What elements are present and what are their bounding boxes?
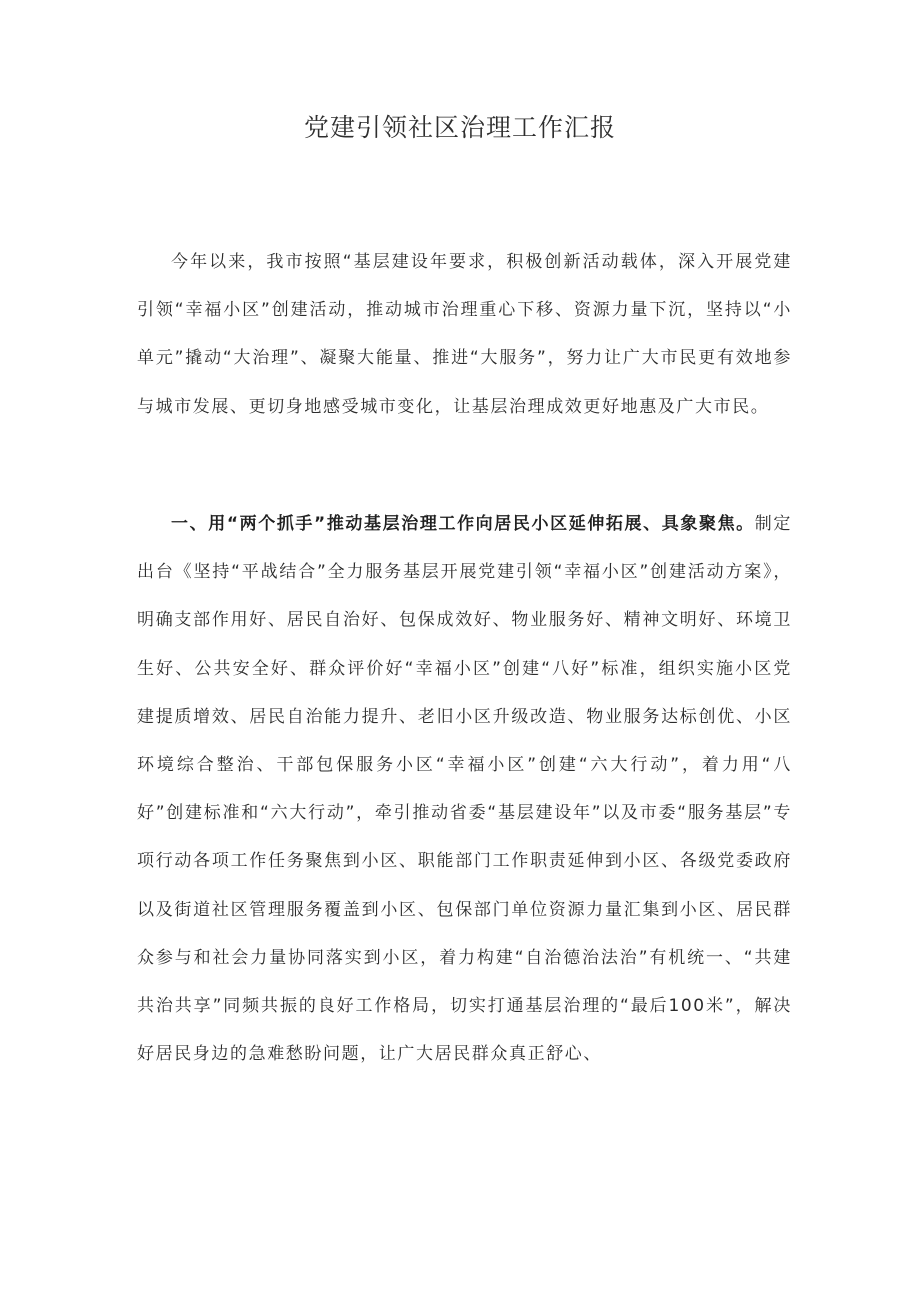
intro-paragraph-text: 今年以来，我市按照“基层建设年要求，积极创新活动载体，深入开展党建引领“幸福小区”创建活动，推动城市治理重心下移、资源力量下沉，坚持以“小单元”撬动“大治理”、凝聚大能量、推进“大服务”，努力让广大市民更有效地参与城市发展、更切身地感受城市变化，让基层治理成效更好地惠及广大市民。 bbox=[137, 252, 792, 417]
section-one-paragraph bbox=[137, 500, 792, 1078]
section-one-body: 制定出台《坚持“平战结合”全力服务基层开展党建引领“幸福小区”创建活动方案》，明确支部作用好、居民自治好、包保成效好、物业服务好、精神文明好、环境卫生好、公共安全好、群众评价好“幸福小区”创建“八好”标准，组织实施小区党建提质增效、居民自治能力提升、老旧小区升级改造、物业服务达标创优、小区环境综合整治、干部包保服务小区“幸福小区”创建“六大行动”，着力用“八好”创建标准和“六大行动”，牵引推动省委“基层建设年”以及市委“服务基层”专项行动各项工作任务聚焦到小区、职能部门工作职责延伸到小区、各级党委政府以及街道社区管理服务覆盖到小区、包保部门单位资源力量汇集到小区、居民群众参与和社会力量协同落实到小区，着力构建“自治德治法治”有机统一、“共建共治共享”同频共振的良好工作格局，切实打通基层治理的“最后100米”，解决好居民身边的急难愁盼问题，让广大居民群众真正舒心、 bbox=[137, 514, 793, 1065]
intro-paragraph bbox=[137, 238, 792, 431]
section-one-heading: 一、用“两个抓手”推动基层治理工作向居民小区延伸拓展、具象聚焦。 bbox=[171, 514, 755, 534]
document-title: 党建引领社区治理工作汇报 bbox=[303, 113, 616, 142]
